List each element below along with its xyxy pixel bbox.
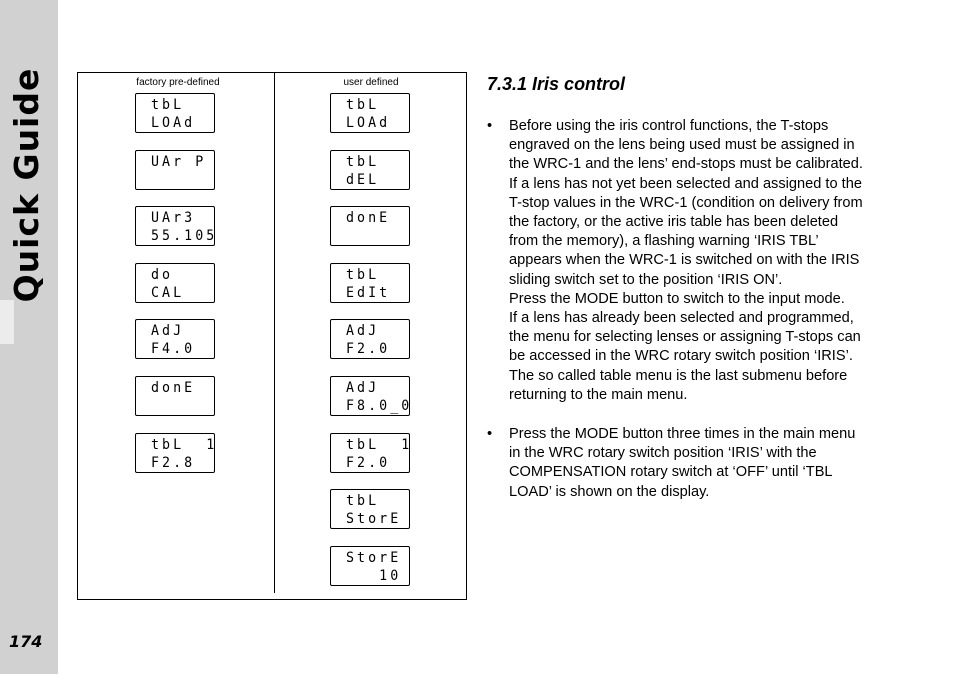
text-line: If a lens has not yet been selected and assigned to the <box>509 175 862 192</box>
lcd-display <box>135 93 215 133</box>
sidebar-title: Quick Guide <box>7 67 46 303</box>
lcd-top-line: tbL <box>151 97 185 113</box>
text-line: sliding switch set to the position ‘IRIS ON’. <box>509 271 783 288</box>
lcd-display <box>330 433 413 473</box>
lcd-display <box>330 263 410 303</box>
bullet-marker: • <box>487 118 493 134</box>
lcd-display <box>330 376 413 416</box>
lcd-display <box>135 376 215 416</box>
lcd-bottom-line <box>151 397 207 415</box>
text-line: appears when the WRC-1 is switched on with the IRIS <box>509 252 860 269</box>
lcd-top-line: tbL <box>346 266 380 283</box>
lcd-menu-diagram <box>77 72 467 600</box>
text-line: the factory, or the active iris table has been deleted <box>509 214 839 231</box>
lcd-display <box>330 150 410 190</box>
text-line: engraved on the lens being used must be assigned in <box>509 137 855 154</box>
lcd-display <box>330 93 410 133</box>
text-line: LOAD’ is shown on the display. <box>509 483 710 500</box>
text-line: the WRC-1 and the lens’ end-stops must be calibrated. <box>509 156 863 173</box>
lcd-top-line: donE <box>346 210 391 227</box>
lcd-top-line: AdJ <box>346 380 380 396</box>
text-line: returning to the main menu. <box>509 386 688 403</box>
bullet-item-1 <box>487 117 882 405</box>
bullet-marker: • <box>487 426 493 442</box>
lcd-bottom-line: F2.8 <box>151 454 196 471</box>
lcd-display <box>330 319 410 359</box>
text-line: Press the MODE button to switch to the input mode. <box>509 290 845 307</box>
user-column-label: user defined <box>343 77 399 88</box>
lcd-display <box>135 319 215 359</box>
lcd-top-line: AdJ <box>151 323 185 340</box>
lcd-bottom-line: 55.105 <box>151 228 218 245</box>
lcd-top-line: UAr P <box>151 153 207 170</box>
factory-column-label: factory pre-defined <box>136 77 220 88</box>
lcd-display <box>135 206 218 246</box>
bullet-item-2 <box>487 425 882 502</box>
bullet-text-1 <box>509 117 882 405</box>
lcd-bottom-line: LOAd <box>346 115 391 131</box>
lcd-bottom-line: F2.0 <box>346 454 391 471</box>
page-number: 174 <box>9 632 43 651</box>
lcd-bottom-line: F8.0_0 <box>346 398 413 414</box>
lcd-display <box>135 150 215 190</box>
lcd-top-line: do <box>151 266 174 283</box>
lcd-bottom-line <box>346 227 402 245</box>
lcd-top-line: tbL <box>346 153 380 170</box>
text-line: If a lens has already been selected and programmed, <box>509 310 854 327</box>
lcd-bottom-line: CAL <box>151 284 185 301</box>
lcd-bottom-line: F2.0 <box>346 341 391 358</box>
text-line: from the memory), a flashing warning ‘IRIS TBL’ <box>509 233 819 250</box>
text-line: T-stop values in the WRC-1 (condition on delivery from <box>509 194 863 211</box>
lcd-display <box>330 206 410 246</box>
bullet-text-2 <box>509 425 882 502</box>
text-line: be accessed in the WRC rotary switch position ‘IRIS’. <box>509 348 853 365</box>
lcd-bottom-line: F4.0 <box>151 341 196 358</box>
sidebar <box>0 0 58 674</box>
lcd-display <box>135 433 218 473</box>
lcd-bottom-line: EdIt <box>346 284 391 301</box>
text-line: in the WRC rotary switch position ‘IRIS’ with the <box>509 445 817 462</box>
text-line: COMPENSATION rotary switch at ‘OFF’ until ‘TBL <box>509 464 833 481</box>
text-line: the menu for selecting lenses or assigning T-stops can <box>509 329 861 346</box>
lcd-top-line: tbL 1 <box>346 436 413 453</box>
text-line: Before using the iris control functions, the T-stops <box>509 118 829 134</box>
lcd-bottom-line <box>151 171 207 189</box>
lcd-top-line: UAr3 <box>151 210 196 227</box>
lcd-display <box>330 489 410 529</box>
lcd-top-line: AdJ <box>346 323 380 340</box>
lcd-display <box>135 263 215 303</box>
lcd-bottom-line: LOAd <box>151 115 196 131</box>
section-heading: 7.3.1 Iris control <box>487 74 626 94</box>
text-line: Press the MODE button three times in the main menu <box>509 426 856 442</box>
lcd-top-line: tbL <box>346 97 380 113</box>
lcd-display <box>330 546 410 586</box>
lcd-bottom-line: 10 <box>346 567 402 584</box>
lcd-top-line: tbL 1 <box>151 436 218 453</box>
lcd-top-line: donE <box>151 380 196 396</box>
column-divider <box>274 73 275 593</box>
text-line: The so called table menu is the last submenu before <box>509 367 848 384</box>
lcd-bottom-line: dEL <box>346 171 380 188</box>
lcd-top-line: tbL <box>346 493 380 510</box>
lcd-bottom-line: StorE <box>346 511 402 528</box>
lcd-top-line: StorE <box>346 549 402 566</box>
